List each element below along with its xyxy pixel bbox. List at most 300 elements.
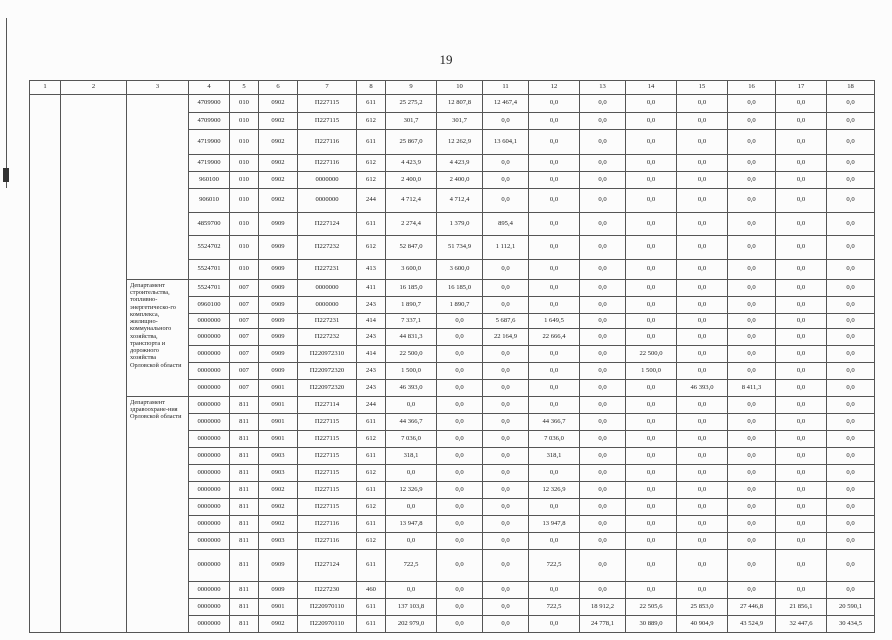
- table-cell: 0,0: [677, 213, 728, 236]
- table-cell: 010: [230, 95, 259, 113]
- table-cell: 12 467,4: [483, 95, 529, 113]
- table-cell: 0,0: [677, 516, 728, 533]
- table-cell: 0000000: [189, 380, 230, 397]
- table-cell: 0,0: [529, 499, 580, 516]
- table-cell: 0000000: [189, 363, 230, 380]
- table-cell: 612: [357, 499, 386, 516]
- table-cell: 25 275,2: [386, 95, 437, 113]
- table-cell: 5524701: [189, 260, 230, 280]
- table-cell: 0000000: [189, 550, 230, 582]
- table-cell: 0,0: [728, 516, 776, 533]
- table-cell: 811: [230, 465, 259, 482]
- table-cell: 0,0: [626, 533, 677, 550]
- table-cell: 0,0: [626, 482, 677, 499]
- table-cell: 0,0: [827, 397, 875, 414]
- table-cell: 0,0: [827, 516, 875, 533]
- table-cell: 0,0: [827, 172, 875, 189]
- table-cell: 0,0: [827, 329, 875, 346]
- table-cell: 0,0: [677, 260, 728, 280]
- table-cell: 811: [230, 431, 259, 448]
- table-cell: 0,0: [827, 189, 875, 213]
- table-cell: 0,0: [580, 465, 626, 482]
- table-cell: 0,0: [580, 499, 626, 516]
- table-cell: 611: [357, 448, 386, 465]
- table-cell: 0,0: [529, 397, 580, 414]
- table-cell: 0,0: [483, 482, 529, 499]
- table-cell: 0909: [259, 236, 298, 260]
- table-cell: 0,0: [529, 213, 580, 236]
- table-cell: 0,0: [626, 414, 677, 431]
- table-cell: 0,0: [580, 397, 626, 414]
- table-cell: П220972320: [298, 363, 357, 380]
- table-cell: 0,0: [386, 533, 437, 550]
- table-cell: 0,0: [776, 448, 827, 465]
- column-number: 10: [437, 81, 483, 95]
- table-cell: 30 889,0: [626, 616, 677, 633]
- table-cell: 0,0: [437, 499, 483, 516]
- table-cell: 0,0: [728, 533, 776, 550]
- table-cell: 0,0: [827, 414, 875, 431]
- table-cell: 0,0: [776, 260, 827, 280]
- column-number: 12: [529, 81, 580, 95]
- table-cell: 0,0: [626, 397, 677, 414]
- table-cell: 0,0: [483, 397, 529, 414]
- table-cell: 0,0: [483, 260, 529, 280]
- table-cell: 0,0: [437, 582, 483, 599]
- table-cell: 0,0: [776, 213, 827, 236]
- table-cell: 0,0: [437, 616, 483, 633]
- table-cell: 0,0: [677, 189, 728, 213]
- table-cell: 0,0: [728, 397, 776, 414]
- table-cell: 0,0: [437, 314, 483, 329]
- table-cell: 0000000: [189, 482, 230, 499]
- table-cell: 0,0: [626, 380, 677, 397]
- table-cell: 0909: [259, 314, 298, 329]
- table-cell: 612: [357, 465, 386, 482]
- column-number: 18: [827, 81, 875, 95]
- table-cell: 411: [357, 280, 386, 297]
- dept-construction: Департамент строительства, топливно-энергетическо-го комплекса, жилищно-коммунального хозяйства, транспорта и дорожного хозяйства Орловской области: [127, 280, 189, 397]
- table-cell: 612: [357, 431, 386, 448]
- table-cell: 0,0: [580, 550, 626, 582]
- table-cell: 007: [230, 280, 259, 297]
- table-cell: 611: [357, 516, 386, 533]
- table-cell: 0,0: [580, 260, 626, 280]
- table-cell: 0,0: [827, 314, 875, 329]
- table-cell: 0000000: [189, 599, 230, 616]
- table-cell: 0,0: [728, 130, 776, 155]
- table-cell: 0,0: [580, 314, 626, 329]
- column-number: 13: [580, 81, 626, 95]
- table-cell: 0,0: [626, 95, 677, 113]
- table-cell: 0,0: [728, 346, 776, 363]
- table-cell: 0,0: [626, 189, 677, 213]
- table-cell: 0000000: [189, 582, 230, 599]
- table-cell: 0000000: [189, 616, 230, 633]
- table-cell: 0,0: [483, 346, 529, 363]
- table-cell: 811: [230, 533, 259, 550]
- table-cell: П227115: [298, 448, 357, 465]
- table-cell: 0,0: [776, 414, 827, 431]
- table-cell: 0,0: [437, 533, 483, 550]
- table-cell: 5 687,6: [483, 314, 529, 329]
- table-cell: 0,0: [827, 236, 875, 260]
- table-cell: П227115: [298, 414, 357, 431]
- table-cell: 301,7: [386, 113, 437, 130]
- table-cell: П220972310: [298, 346, 357, 363]
- table-cell: 0902: [259, 155, 298, 172]
- table-cell: 0,0: [483, 297, 529, 314]
- table-cell: 137 103,8: [386, 599, 437, 616]
- column-number: 15: [677, 81, 728, 95]
- table-cell: 1 379,0: [437, 213, 483, 236]
- table-cell: 13 604,1: [483, 130, 529, 155]
- table-cell: 0,0: [776, 95, 827, 113]
- column-number: 11: [483, 81, 529, 95]
- table-cell: 202 979,0: [386, 616, 437, 633]
- table-cell: 007: [230, 329, 259, 346]
- table-cell: 0,0: [626, 448, 677, 465]
- table-cell: 24 778,1: [580, 616, 626, 633]
- table-cell: 12 326,9: [529, 482, 580, 499]
- table-cell: 0,0: [677, 582, 728, 599]
- table-cell: 0901: [259, 599, 298, 616]
- table-cell: П227230: [298, 582, 357, 599]
- table-cell: 611: [357, 482, 386, 499]
- table-cell: 4709900: [189, 95, 230, 113]
- table-cell: 0,0: [827, 499, 875, 516]
- table-cell: 318,1: [529, 448, 580, 465]
- table-cell: 22 505,6: [626, 599, 677, 616]
- table-cell: 46 393,0: [386, 380, 437, 397]
- table-cell: 0,0: [580, 213, 626, 236]
- table-cell: 0,0: [728, 431, 776, 448]
- table-cell: 0,0: [626, 297, 677, 314]
- table-cell: 0000000: [298, 280, 357, 297]
- table-cell: 0,0: [677, 346, 728, 363]
- table-cell: 0,0: [529, 172, 580, 189]
- scan-edge-line: [6, 18, 7, 188]
- column-number: 16: [728, 81, 776, 95]
- table-cell: 243: [357, 363, 386, 380]
- table-cell: 51 734,9: [437, 236, 483, 260]
- table-cell: 0,0: [728, 95, 776, 113]
- table-cell: 0,0: [626, 113, 677, 130]
- table-cell: 0,0: [626, 431, 677, 448]
- table-cell: 0,0: [483, 499, 529, 516]
- table-cell: 0,0: [677, 314, 728, 329]
- table-cell: 0,0: [728, 482, 776, 499]
- table-cell: 0,0: [483, 599, 529, 616]
- table-cell: 3 600,0: [437, 260, 483, 280]
- page-number: 19: [439, 52, 453, 67]
- table-cell: П227231: [298, 260, 357, 280]
- table-cell: 0,0: [677, 482, 728, 499]
- table-cell: 0,0: [776, 431, 827, 448]
- table-cell: 007: [230, 297, 259, 314]
- table-cell: 0,0: [626, 314, 677, 329]
- table-cell: 0,0: [827, 380, 875, 397]
- table-cell: 0,0: [776, 465, 827, 482]
- table-cell: 0,0: [677, 397, 728, 414]
- table-cell: 0,0: [580, 516, 626, 533]
- table-cell: 0,0: [776, 172, 827, 189]
- table-cell: 010: [230, 172, 259, 189]
- table-cell: 22 500,0: [386, 346, 437, 363]
- table-cell: 0,0: [776, 329, 827, 346]
- table-cell: 010: [230, 260, 259, 280]
- table-cell: 010: [230, 236, 259, 260]
- table-cell: 0,0: [677, 130, 728, 155]
- table-cell: 611: [357, 616, 386, 633]
- table-cell: 0,0: [827, 95, 875, 113]
- table-cell: 12 262,9: [437, 130, 483, 155]
- table-cell: 0,0: [776, 363, 827, 380]
- table-cell: 0,0: [483, 155, 529, 172]
- table-cell: 0000000: [189, 499, 230, 516]
- table-cell: П227115: [298, 499, 357, 516]
- table-cell: 5524701: [189, 280, 230, 297]
- table-cell: 44 366,7: [529, 414, 580, 431]
- table-cell: 0903: [259, 448, 298, 465]
- table-cell: 007: [230, 346, 259, 363]
- table-cell: 0000000: [189, 329, 230, 346]
- table-cell: 0,0: [437, 482, 483, 499]
- table-cell: 0,0: [827, 130, 875, 155]
- table-cell: 0,0: [626, 236, 677, 260]
- table-cell: 0902: [259, 130, 298, 155]
- table-cell: 0,0: [437, 397, 483, 414]
- table-cell: 0,0: [580, 297, 626, 314]
- table-cell: 0,0: [529, 280, 580, 297]
- table-cell: 25 853,0: [677, 599, 728, 616]
- table-cell: 21 856,1: [776, 599, 827, 616]
- table-cell: 13 947,8: [386, 516, 437, 533]
- column-number: 7: [298, 81, 357, 95]
- table-cell: П227232: [298, 236, 357, 260]
- table-cell: 0,0: [728, 448, 776, 465]
- table-cell: 0,0: [386, 465, 437, 482]
- table-cell: 0,0: [677, 533, 728, 550]
- table-cell: 811: [230, 397, 259, 414]
- table-cell: 1 890,7: [386, 297, 437, 314]
- table-cell: 1 649,5: [529, 314, 580, 329]
- table-cell: 16 185,0: [437, 280, 483, 297]
- table-cell: 0,0: [626, 155, 677, 172]
- table-cell: 2 274,4: [386, 213, 437, 236]
- table-cell: П227115: [298, 431, 357, 448]
- table-cell: 0,0: [529, 189, 580, 213]
- table-cell: 0,0: [827, 448, 875, 465]
- table-cell: 722,5: [529, 599, 580, 616]
- table-cell: 0901: [259, 397, 298, 414]
- table-cell: 413: [357, 260, 386, 280]
- table-cell: 0,0: [483, 280, 529, 297]
- table-cell: 0,0: [626, 260, 677, 280]
- table-cell: 0901: [259, 431, 298, 448]
- table-cell: 0,0: [728, 329, 776, 346]
- table-cell: 0,0: [827, 482, 875, 499]
- table-cell: 52 847,0: [386, 236, 437, 260]
- table-cell: 010: [230, 189, 259, 213]
- table-cell: 0,0: [827, 550, 875, 582]
- table-cell: 0000000: [189, 346, 230, 363]
- table-cell: 611: [357, 130, 386, 155]
- table-cell: 0,0: [827, 260, 875, 280]
- table-cell: 0,0: [483, 189, 529, 213]
- table-cell: 811: [230, 516, 259, 533]
- table-cell: 611: [357, 550, 386, 582]
- table-cell: 13 947,8: [529, 516, 580, 533]
- table-cell: 0901: [259, 414, 298, 431]
- table-cell: 0,0: [677, 414, 728, 431]
- table-cell: 0,0: [483, 448, 529, 465]
- table-cell: 0,0: [677, 113, 728, 130]
- table-cell: 0960100: [189, 297, 230, 314]
- table-cell: 0000000: [189, 397, 230, 414]
- table-cell: 0,0: [827, 431, 875, 448]
- table-cell: П227124: [298, 550, 357, 582]
- table-cell: 0,0: [677, 465, 728, 482]
- table-cell: 0,0: [728, 465, 776, 482]
- table-cell: 0902: [259, 172, 298, 189]
- table-cell: 0,0: [580, 482, 626, 499]
- dept-cell-empty: [127, 95, 189, 280]
- table-cell: 18 912,2: [580, 599, 626, 616]
- table-cell: 0,0: [728, 414, 776, 431]
- table-cell: П227116: [298, 155, 357, 172]
- column-number: 1: [30, 81, 61, 95]
- table-cell: 4709900: [189, 113, 230, 130]
- table-cell: 0,0: [728, 297, 776, 314]
- table-cell: 0000000: [298, 297, 357, 314]
- table-cell: 414: [357, 314, 386, 329]
- table-cell: 3 600,0: [386, 260, 437, 280]
- table-cell: 0903: [259, 465, 298, 482]
- table-cell: 0,0: [529, 260, 580, 280]
- table-cell: 0,0: [483, 533, 529, 550]
- table-cell: 0,0: [529, 297, 580, 314]
- table-cell: 243: [357, 380, 386, 397]
- table-cell: П227115: [298, 482, 357, 499]
- table-cell: 0,0: [677, 297, 728, 314]
- table-cell: 244: [357, 189, 386, 213]
- table-cell: 611: [357, 95, 386, 113]
- table-cell: 612: [357, 113, 386, 130]
- table-cell: 010: [230, 155, 259, 172]
- table-cell: 811: [230, 414, 259, 431]
- table-cell: 5524702: [189, 236, 230, 260]
- table-cell: 414: [357, 346, 386, 363]
- table-cell: 0,0: [580, 533, 626, 550]
- table-cell: 7 036,0: [529, 431, 580, 448]
- table-cell: 0,0: [827, 280, 875, 297]
- table-cell: 0,0: [626, 213, 677, 236]
- table-cell: 0,0: [483, 465, 529, 482]
- table-cell: 0,0: [437, 448, 483, 465]
- table-cell: 0,0: [529, 130, 580, 155]
- table-cell: 318,1: [386, 448, 437, 465]
- table-cell: 0,0: [483, 113, 529, 130]
- table-cell: 0,0: [776, 280, 827, 297]
- table-cell: 0,0: [437, 465, 483, 482]
- table-row: [30, 397, 875, 414]
- table-cell: 811: [230, 499, 259, 516]
- table-cell: 612: [357, 236, 386, 260]
- table-cell: 1 890,7: [437, 297, 483, 314]
- col2-cell: [61, 95, 127, 633]
- table-cell: 8 411,3: [728, 380, 776, 397]
- table-cell: 0,0: [529, 346, 580, 363]
- table-cell: 0903: [259, 533, 298, 550]
- table-cell: 0,0: [437, 516, 483, 533]
- table-cell: 0,0: [827, 155, 875, 172]
- table-cell: 0902: [259, 616, 298, 633]
- table-cell: 0,0: [483, 414, 529, 431]
- table-cell: 4719900: [189, 130, 230, 155]
- table-cell: П227231: [298, 314, 357, 329]
- table-cell: 0,0: [827, 346, 875, 363]
- table-cell: 0,0: [728, 550, 776, 582]
- table-cell: 0,0: [529, 582, 580, 599]
- table-cell: П220970110: [298, 599, 357, 616]
- table-cell: 0,0: [580, 363, 626, 380]
- table-cell: 0,0: [580, 155, 626, 172]
- table-cell: 0,0: [677, 280, 728, 297]
- table-cell: 0909: [259, 329, 298, 346]
- table-cell: 0,0: [529, 155, 580, 172]
- table-cell: 0,0: [437, 346, 483, 363]
- table-cell: 0,0: [529, 113, 580, 130]
- table-cell: 27 446,8: [728, 599, 776, 616]
- table-cell: 0,0: [386, 397, 437, 414]
- table-cell: 0,0: [677, 448, 728, 465]
- table-cell: 0,0: [529, 380, 580, 397]
- table-cell: 0,0: [827, 363, 875, 380]
- table-cell: 0902: [259, 499, 298, 516]
- table-cell: П227115: [298, 113, 357, 130]
- table-cell: 20 590,1: [827, 599, 875, 616]
- table-cell: 0,0: [483, 172, 529, 189]
- table-cell: 0,0: [483, 516, 529, 533]
- table-cell: 906010: [189, 189, 230, 213]
- table-cell: 0902: [259, 189, 298, 213]
- table-cell: 1 112,1: [483, 236, 529, 260]
- table-cell: 0,0: [580, 172, 626, 189]
- table-cell: П227116: [298, 130, 357, 155]
- table-cell: 30 434,5: [827, 616, 875, 633]
- table-cell: 0,0: [776, 582, 827, 599]
- table-cell: 0,0: [776, 113, 827, 130]
- table-cell: 0,0: [437, 414, 483, 431]
- table-cell: 0,0: [626, 582, 677, 599]
- table-cell: 0,0: [827, 297, 875, 314]
- table-cell: 811: [230, 448, 259, 465]
- table-cell: 010: [230, 213, 259, 236]
- table-cell: П227115: [298, 465, 357, 482]
- table-cell: 0,0: [677, 363, 728, 380]
- table-cell: 32 447,6: [776, 616, 827, 633]
- table-cell: П227124: [298, 213, 357, 236]
- table-cell: 0,0: [677, 329, 728, 346]
- table-cell: 007: [230, 380, 259, 397]
- table-cell: 4 423,9: [437, 155, 483, 172]
- table-cell: 0,0: [529, 236, 580, 260]
- table-cell: 0909: [259, 363, 298, 380]
- table-cell: П227115: [298, 95, 357, 113]
- table-cell: 0,0: [483, 582, 529, 599]
- table-cell: 0,0: [827, 113, 875, 130]
